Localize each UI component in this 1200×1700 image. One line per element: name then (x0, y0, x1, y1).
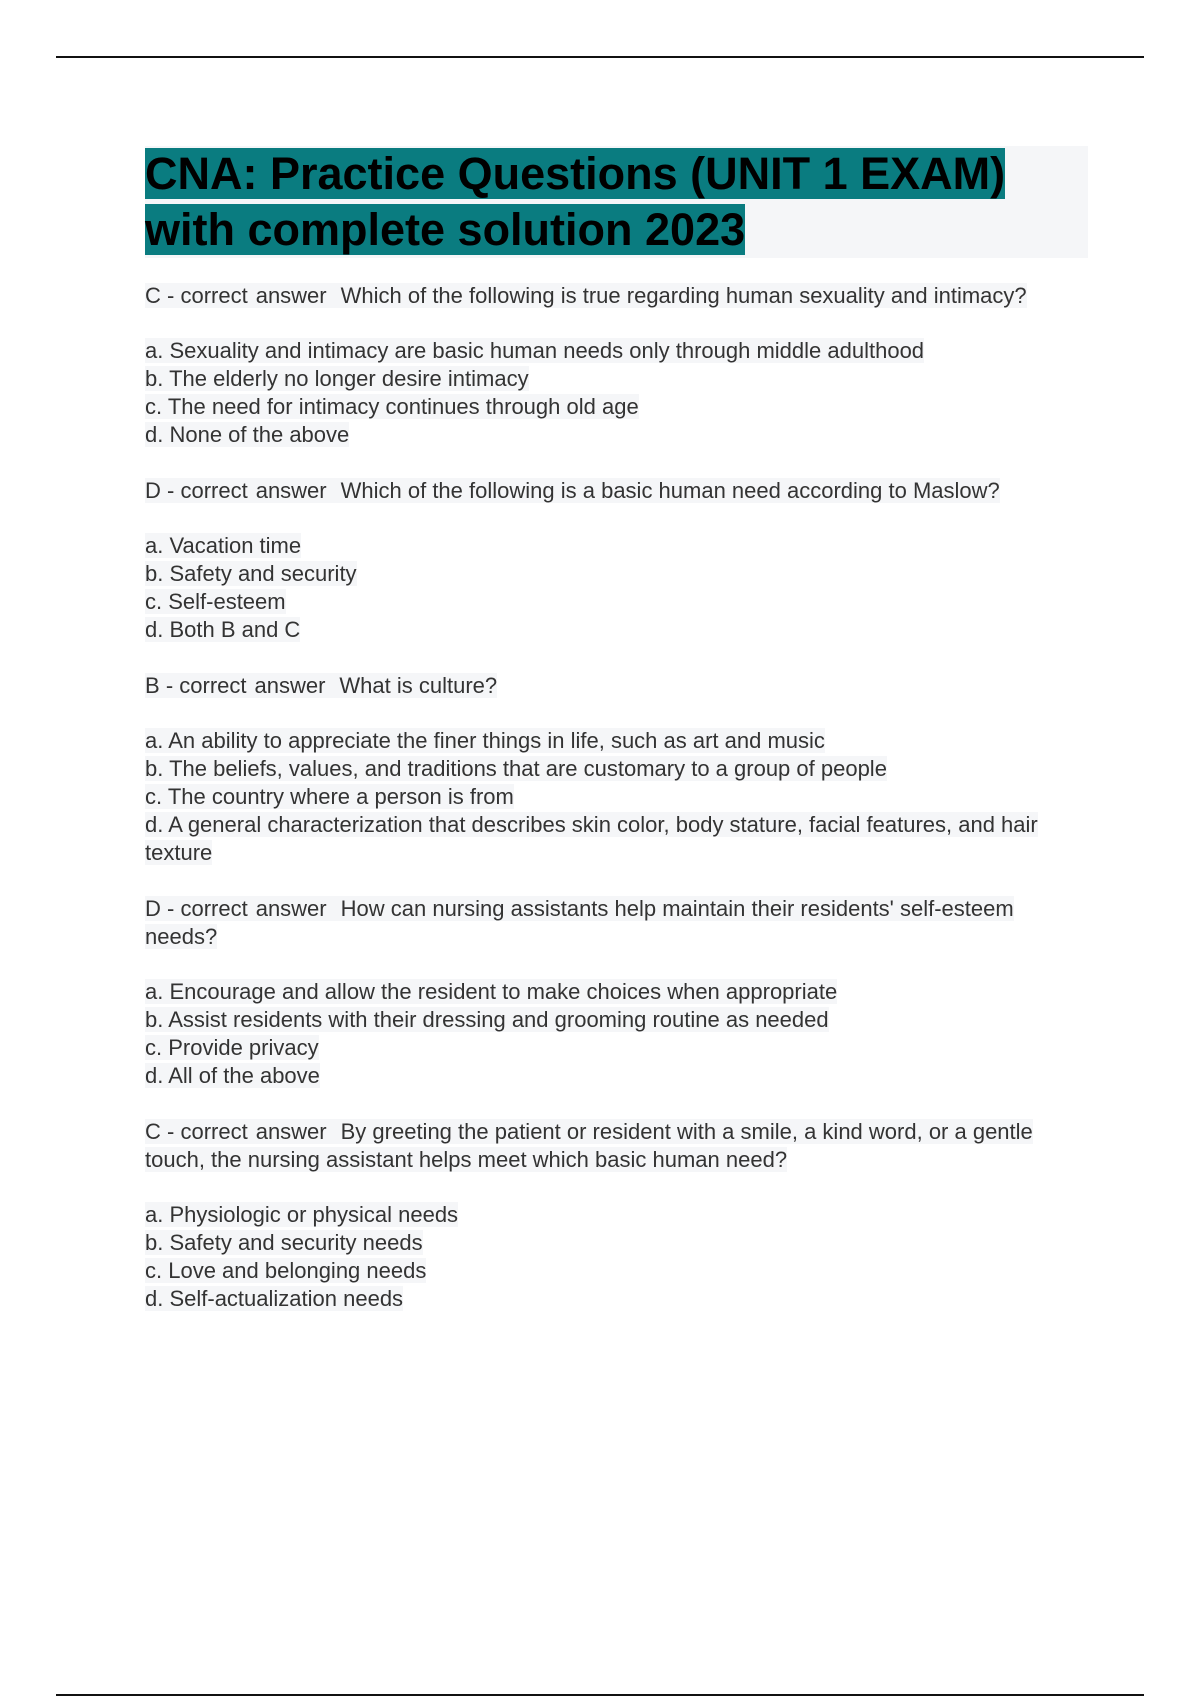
document-body (145, 146, 1090, 1341)
option-d: d. All of the above (145, 1063, 320, 1088)
question-block-3 (145, 672, 1090, 867)
options-list (145, 727, 1090, 867)
question-text: Which of the following is true regarding human sexuality and intimacy? (340, 283, 1027, 308)
question-2 (145, 477, 1090, 505)
question-block-1 (145, 282, 1090, 449)
top-rule (56, 56, 1144, 58)
options-list (145, 978, 1090, 1090)
question-text: Which of the following is a basic human need according to Maslow? (340, 478, 1000, 503)
question-5 (145, 1118, 1090, 1174)
option-c: c. Provide privacy (145, 1035, 319, 1060)
question-block-4 (145, 895, 1090, 1090)
title-block (145, 146, 1088, 258)
option-a: a. Vacation time (145, 533, 302, 558)
question-block-5 (145, 1118, 1090, 1313)
answer-label: answer (255, 283, 327, 308)
correct-label: - correct (167, 896, 248, 921)
option-a: a. Physiologic or physical needs (145, 1202, 459, 1227)
answer-label: answer (254, 673, 326, 698)
option-c: c. Self-esteem (145, 589, 286, 614)
answer-letter: C (145, 283, 161, 308)
option-a: a. Encourage and allow the resident to make choices when appropriate (145, 979, 838, 1004)
option-c: c. The need for intimacy continues through old age (145, 394, 639, 419)
options-list (145, 532, 1090, 644)
question-3 (145, 672, 1090, 700)
option-d: d. Both B and C (145, 617, 301, 642)
option-d: d. None of the above (145, 422, 350, 447)
options-list (145, 1201, 1090, 1313)
answer-label: answer (255, 896, 327, 921)
option-d: d. Self-actualization needs (145, 1286, 404, 1311)
option-b: b. Safety and security needs (145, 1230, 423, 1255)
option-d: d. A general characterization that describes skin color, body stature, facial features, and hair texture (145, 812, 1038, 865)
question-text: What is culture? (339, 673, 498, 698)
question-text: How can nursing assistants help maintain their residents' self-esteem needs? (145, 896, 1014, 949)
title-line-1: CNA: Practice Questions (UNIT 1 EXAM) (145, 148, 1006, 199)
correct-label: - correct (167, 1119, 248, 1144)
answer-letter: D (145, 478, 161, 503)
option-a: a. Sexuality and intimacy are basic human needs only through middle adulthood (145, 338, 925, 363)
option-b: b. Safety and security (145, 561, 357, 586)
answer-label: answer (255, 1119, 327, 1144)
option-a: a. An ability to appreciate the finer things in life, such as art and music (145, 728, 825, 753)
option-b: b. The beliefs, values, and traditions that are customary to a group of people (145, 756, 887, 781)
options-list (145, 337, 1090, 449)
answer-letter: B (145, 673, 160, 698)
answer-letter: D (145, 896, 161, 921)
bottom-rule (56, 1694, 1144, 1696)
option-c: c. Love and belonging needs (145, 1258, 427, 1283)
option-b: b. Assist residents with their dressing and grooming routine as needed (145, 1007, 829, 1032)
correct-label: - correct (167, 478, 248, 503)
option-b: b. The elderly no longer desire intimacy (145, 366, 529, 391)
correct-label: - correct (165, 673, 247, 698)
question-4 (145, 895, 1090, 951)
question-1 (145, 282, 1090, 310)
answer-letter: C (145, 1119, 161, 1144)
correct-label: - correct (167, 283, 248, 308)
title-line-2: with complete solution 2023 (145, 204, 746, 255)
answer-label: answer (255, 478, 327, 503)
question-block-2 (145, 477, 1090, 644)
question-text: By greeting the patient or resident with a smile, a kind word, or a gentle touch, the nursing assistant helps meet which basic human need? (145, 1119, 1033, 1172)
option-c: c. The country where a person is from (145, 784, 514, 809)
document-title (145, 146, 1088, 258)
